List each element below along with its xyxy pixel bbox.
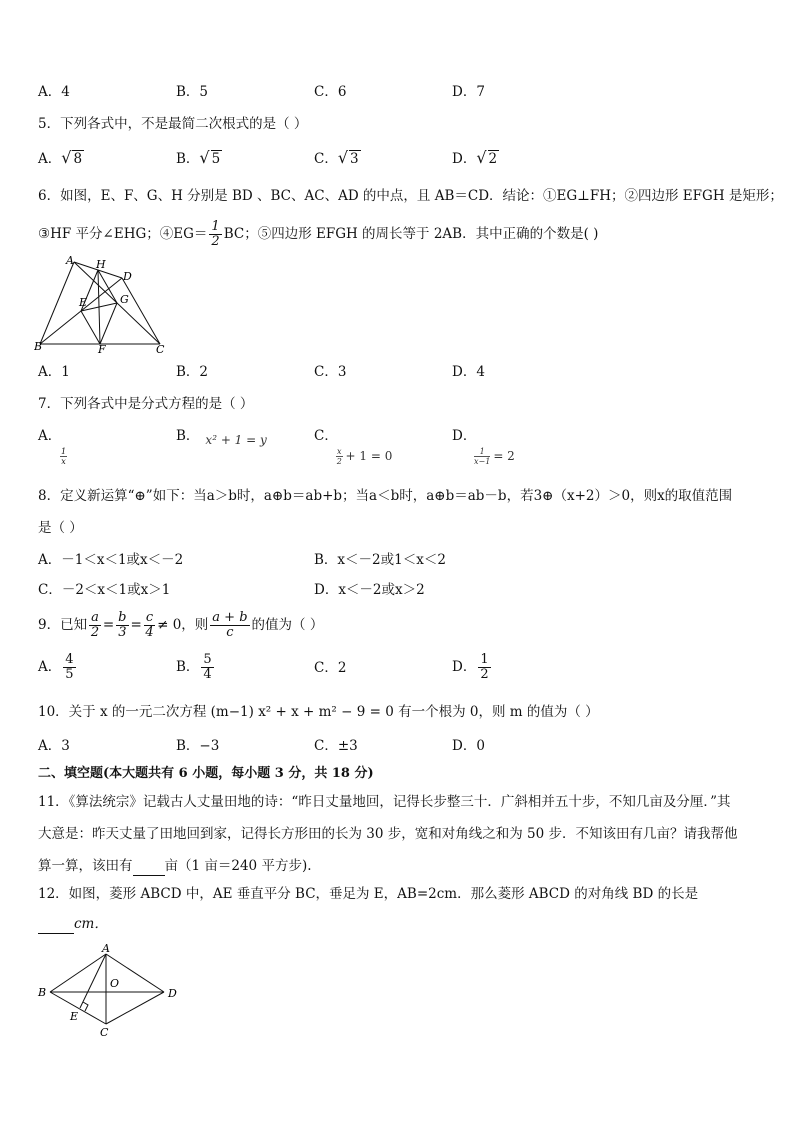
q6-fraction: $\frac{1}{2}$	[211, 219, 220, 249]
q6-stem-line1: 6．如图，E、F、G、H 分别是 BD 、BC、AC、AD 的中点，且 AB＝CD．结论：①EG⊥FH；②四边形 EFGH 是矩形；	[38, 188, 783, 204]
q8-option-b: B．x＜－2或1＜x＜2	[314, 552, 446, 568]
q6-label-a: A	[66, 254, 74, 267]
q6-option-c: C．3	[314, 364, 347, 380]
q6-option-d: D．4	[452, 364, 485, 380]
q7-option-a: A． $\frac{1}{x}$	[38, 428, 67, 466]
q9-option-b: B． $\frac{5}{4}$	[176, 652, 212, 682]
q6-label-e: E	[79, 296, 88, 309]
q7-stem: 7．下列各式中是分式方程的是（ ）	[38, 396, 254, 412]
q5-stem: 5．下列各式中，不是最简二次根式的是（ ）	[38, 116, 308, 132]
q6-label-d: D	[123, 270, 132, 283]
q7-option-b: B． x² + 1 = y	[176, 428, 267, 447]
q6-label-b: B	[34, 340, 43, 353]
q4-option-a: A．4	[38, 84, 70, 100]
q8-option-c: C．－2＜x＜1或x＞1	[38, 582, 171, 598]
q11-answer-blank	[133, 861, 165, 876]
q10-option-a: A．3	[38, 738, 70, 754]
q10-option-d: D．0	[452, 738, 485, 754]
q8-option-a: A．－1＜x＜1或x＜－2	[38, 552, 184, 568]
q12-label-c: C	[100, 1026, 109, 1039]
q12-line2: cm．	[38, 914, 108, 934]
q6-label-g: G	[120, 293, 129, 306]
q9-option-a: A． $\frac{4}{5}$	[38, 652, 74, 682]
q8-stem-line1: 8．定义新运算“⊕”如下：当a＞b时，a⊕b＝ab+b；当a＜b时，a⊕b＝ab－b，若3⊕（x+2）＞0，则x的取值范围	[38, 488, 733, 504]
q7-option-c: C． $\frac{x}{2}$ + 1 = 0	[314, 428, 393, 466]
q10-option-c: C．±3	[314, 738, 358, 754]
q9-option-c: C．2	[314, 660, 347, 676]
q8-option-d: D．x＜－2或x＞2	[314, 582, 425, 598]
q6-label-c: C	[156, 343, 165, 356]
q6-quadrilateral-figure	[34, 252, 174, 356]
q6-option-b: B．2	[176, 364, 209, 380]
q5-option-d: D．√ 2	[452, 148, 498, 167]
q5-option-c: C．√ 3	[314, 148, 359, 167]
q6-option-a: A．1	[38, 364, 70, 380]
q4-option-b: B．5	[176, 84, 209, 100]
q8-stem-line2: 是（ ）	[38, 520, 83, 536]
q12-rhombus-figure	[34, 940, 194, 1044]
q6-label-f: F	[98, 343, 106, 356]
q12-line1: 12．如图，菱形 ABCD 中，AE 垂直平分 BC，垂足为 E，AB=2cm．那么菱形 ABCD 的对角线 BD 的长是	[38, 886, 699, 902]
q12-label-d: D	[168, 987, 177, 1000]
q4-option-d: D．7	[452, 84, 485, 100]
q6-label-h: H	[96, 258, 106, 271]
q11-line2: 大意是：昨天丈量了田地回到家，记得长方形田的长为 30 步，宽和对角线之和为 50 步．不知该田有几亩？请我帮他	[38, 826, 738, 842]
q4-option-c: C．6	[314, 84, 347, 100]
q12-label-a: A	[102, 942, 110, 955]
q12-label-o: O	[110, 977, 120, 990]
q10-stem: 10．关于 x 的一元二次方程 (m−1) x² + x + m² − 9 = 0 有一个根为 0，则 m 的值为（ ）	[38, 704, 599, 720]
q9-stem: 9．已知 $\frac{a}{2}$ = $\frac{b}{3}$ = $\frac{c}{4}$ ≠ 0，则 $\frac{a + b}{c}$ 的值为（ ）	[38, 610, 324, 640]
q5-option-a: A．√ 8	[38, 148, 83, 167]
q12-label-e: E	[70, 1010, 79, 1023]
q7-option-d: D． $\frac{1}{x-1}$ = 2	[452, 428, 515, 466]
section-2-title: 二、填空题(本大题共有 6 小题，每小题 3 分，共 18 分)	[38, 766, 374, 781]
q9-option-d: D． $\frac{1}{2}$	[452, 652, 489, 682]
q11-line3: 算一算，该田有 亩（1 亩＝240 平方步).	[38, 858, 312, 874]
q10-option-b: B．−3	[176, 738, 220, 754]
q11-line1: 11．《算法统宗》记载古人丈量田地的诗：“昨日丈量地回，记得长步整三十．广斜相并五十步，不知几亩及分厘．”其	[38, 794, 731, 810]
q12-label-b: B	[38, 986, 47, 999]
q6-stem-line2: ③HF 平分∠EHG；④EG＝ $\frac{1}{2}$ BC；⑤四边形 EFGH 的周长等于 2AB．其中正确的个数是( )	[38, 219, 599, 249]
q12-answer-blank	[38, 919, 74, 934]
q5-option-b: B．√ 5	[176, 148, 221, 167]
